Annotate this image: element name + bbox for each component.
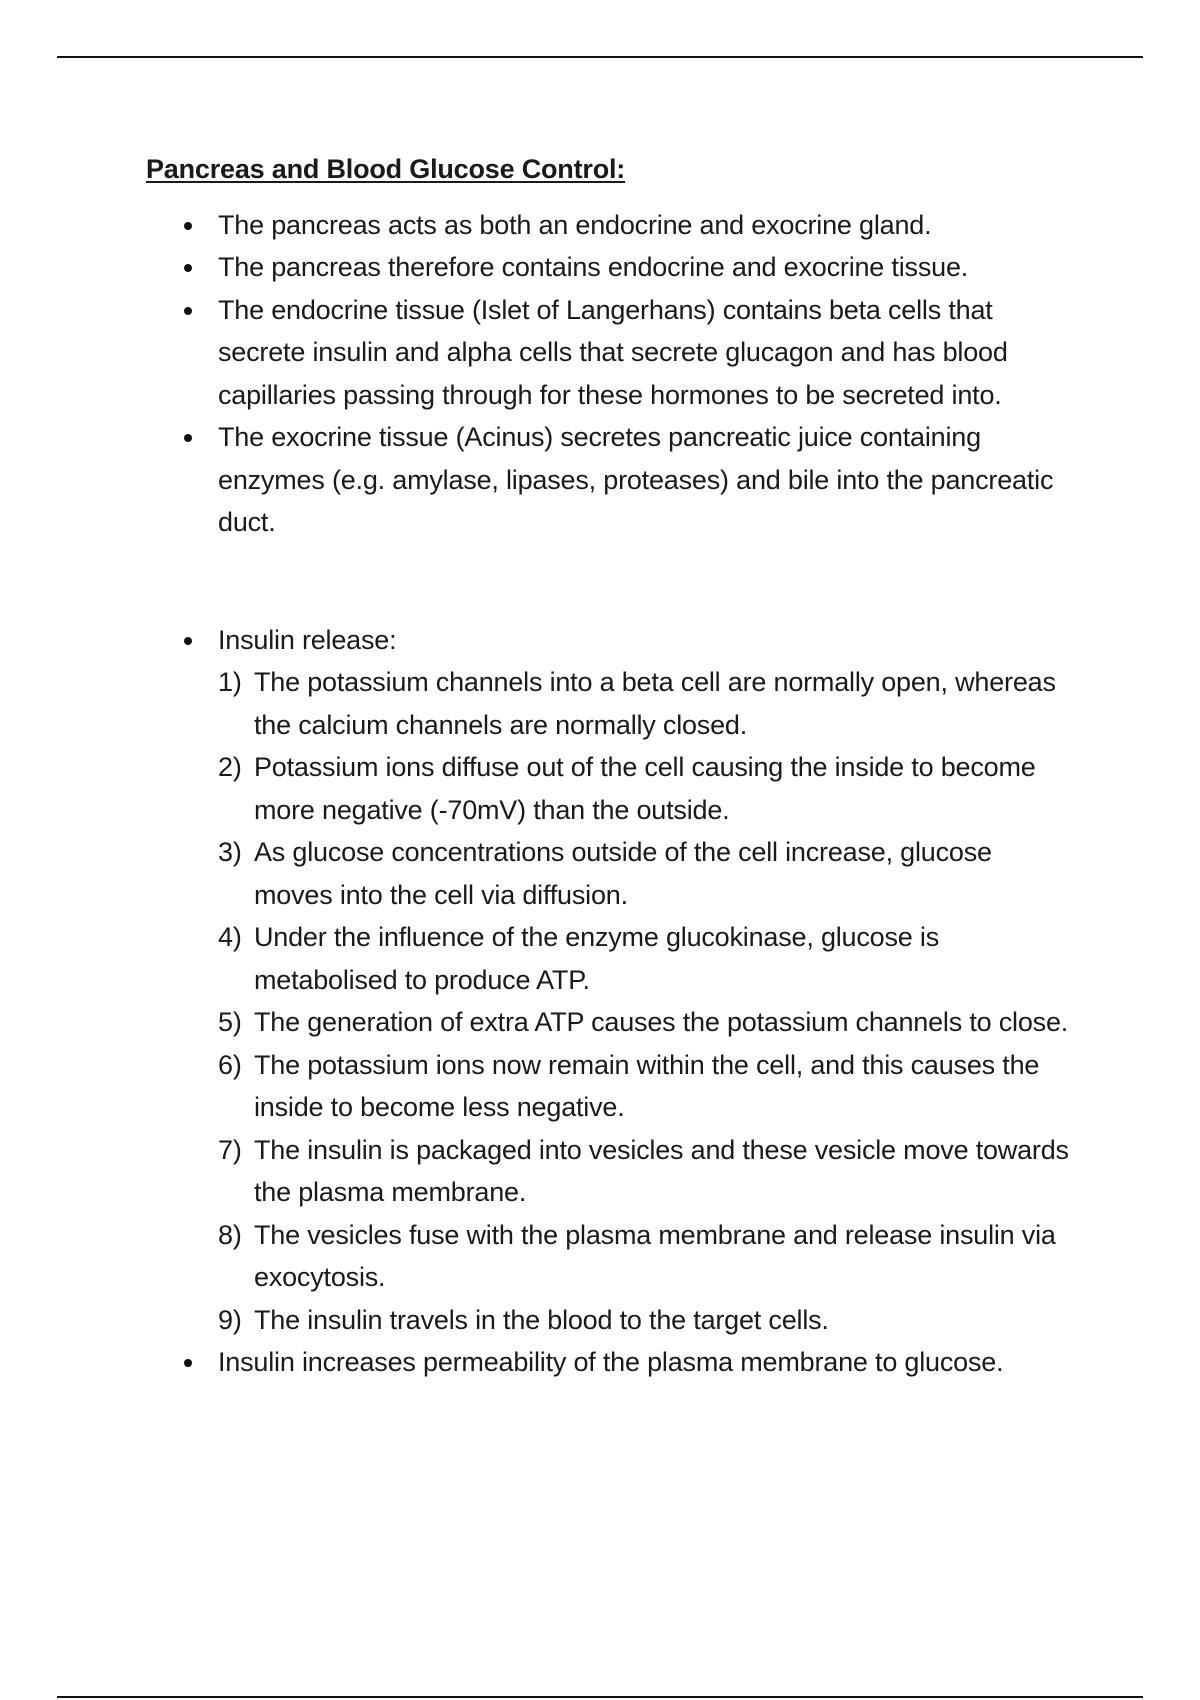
intro-bullet-list <box>146 204 1076 544</box>
list-item <box>146 204 1076 247</box>
step-number: 7) <box>218 1134 242 1165</box>
document-body <box>146 148 1076 1384</box>
step-item <box>218 1299 1076 1342</box>
step-number: 2) <box>218 752 242 782</box>
list-item-insulin-release <box>146 619 1076 1342</box>
footer-rule <box>57 1696 1143 1698</box>
step-text: Under the influence of the enzyme glucokinase, glucose is metabolised to produce ATP. <box>254 922 940 995</box>
page-title: Pancreas and Blood Glucose Control: <box>146 154 626 184</box>
step-number: 3) <box>218 837 242 867</box>
step-item <box>218 1214 1076 1299</box>
step-text: The insulin travels in the blood to the target cells. <box>254 1304 829 1335</box>
bullet-text: The exocrine tissue (Acinus) secretes pancreatic juice containing enzymes (e.g. amylase, lipases, proteases) and bile into the pancreatic duct. <box>218 422 1054 537</box>
bullet-icon <box>184 637 192 645</box>
step-number: 6) <box>218 1049 242 1080</box>
bullet-icon <box>184 222 192 230</box>
insulin-release-steps <box>218 661 1076 1341</box>
list-item <box>146 246 1076 289</box>
bullet-text: The pancreas therefore contains endocrine and exocrine tissue. <box>218 252 969 282</box>
list-item <box>146 416 1076 544</box>
step-text: As glucose concentrations outside of the cell increase, glucose moves into the cell via diffusion. <box>254 837 992 910</box>
step-text: The vesicles fuse with the plasma membrane and release insulin via exocytosis. <box>254 1219 1056 1292</box>
insulin-bullet-list <box>146 619 1076 1384</box>
bullet-icon <box>184 264 192 272</box>
step-item <box>218 916 1076 1001</box>
section-gap <box>146 544 1076 619</box>
header-rule <box>57 56 1143 58</box>
bullet-icon <box>184 307 192 315</box>
step-text: The potassium channels into a beta cell are normally open, whereas the calcium channels are normally closed. <box>254 667 1056 740</box>
step-item <box>218 831 1076 916</box>
bullet-icon <box>184 1359 192 1367</box>
bullet-text: Insulin increases permeability of the plasma membrane to glucose. <box>218 1347 1004 1377</box>
insulin-release-label: Insulin release: <box>218 624 397 655</box>
step-text: The insulin is packaged into vesicles and these vesicle move towards the plasma membrane. <box>254 1134 1069 1207</box>
step-text: The potassium ions now remain within the cell, and this causes the inside to become less negative. <box>254 1049 1040 1122</box>
step-text: Potassium ions diffuse out of the cell causing the inside to become more negative (-70mV) than the outside. <box>254 752 1036 825</box>
list-item-final <box>146 1341 1076 1384</box>
bullet-icon <box>184 434 192 442</box>
step-number: 1) <box>218 667 242 697</box>
step-item <box>218 1129 1076 1214</box>
step-number: 5) <box>218 1007 242 1037</box>
bullet-text: The endocrine tissue (Islet of Langerhans) contains beta cells that secrete insulin and alpha cells that secrete glucagon and has blood capillaries passing through for these hormones to be secreted into. <box>218 294 1008 410</box>
step-item <box>218 661 1076 746</box>
step-item <box>218 746 1076 831</box>
list-item <box>146 289 1076 417</box>
step-item <box>218 1001 1076 1044</box>
step-number: 8) <box>218 1219 242 1250</box>
step-item <box>218 1044 1076 1129</box>
step-text: The generation of extra ATP causes the potassium channels to close. <box>254 1007 1069 1037</box>
step-number: 4) <box>218 922 242 952</box>
step-number: 9) <box>218 1304 242 1335</box>
bullet-text: The pancreas acts as both an endocrine and exocrine gland. <box>218 209 932 240</box>
